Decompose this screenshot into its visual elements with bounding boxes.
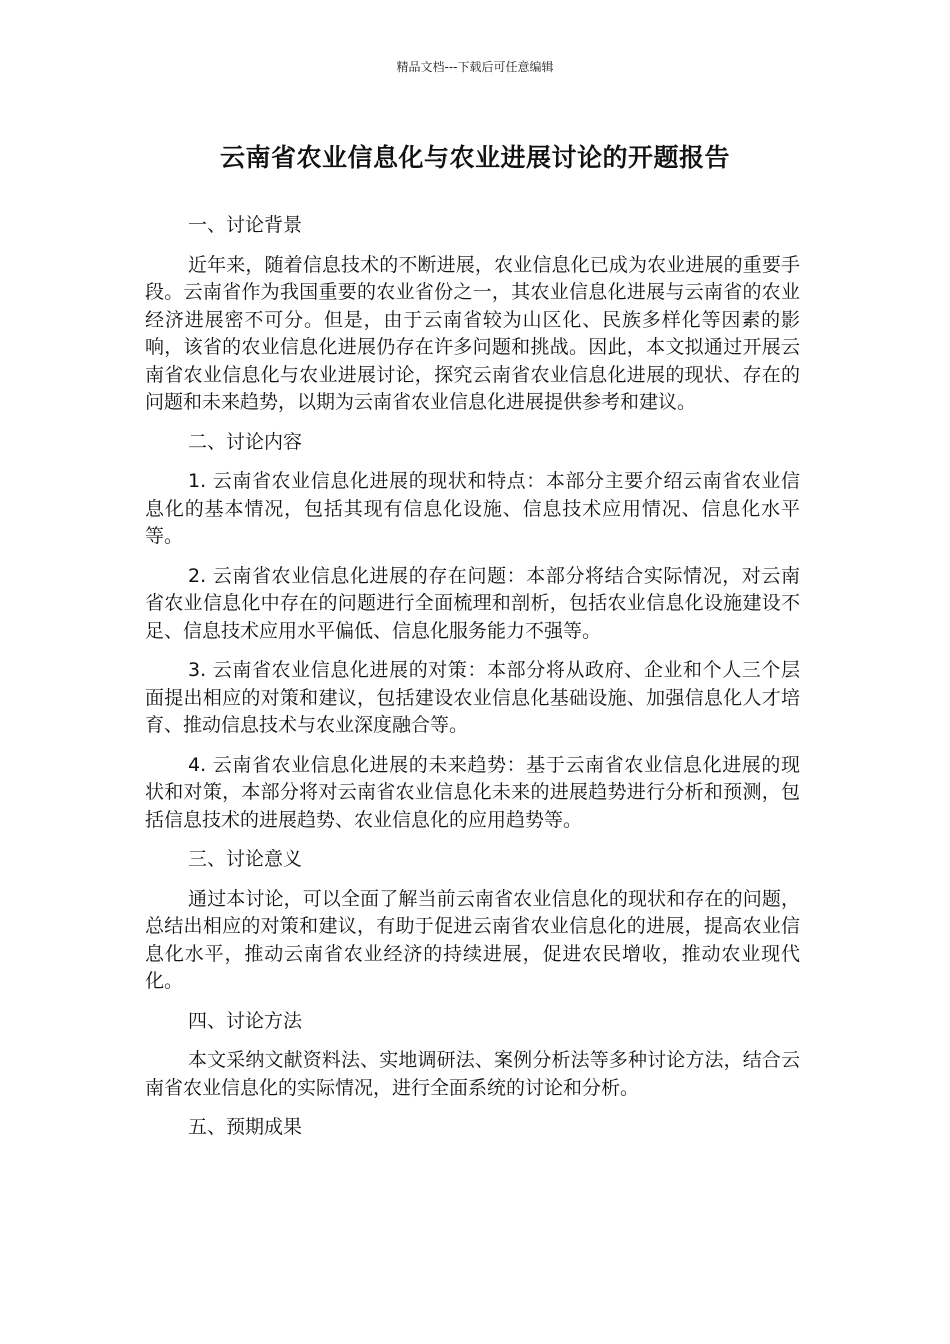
document-title: 云南省农业信息化与农业进展讨论的开题报告 xyxy=(219,143,730,172)
section-heading-background: 一、讨论背景 xyxy=(188,214,303,236)
paragraph-methods: 本文采纳文献资料法、实地调研法、案例分析法等多种讨论方法，结合云南省农业信息化的实际情况，进行全面系统的讨论和分析。 xyxy=(145,1049,800,1099)
paragraph-content-item-1: 1. 云南省农业信息化进展的现状和特点：本部分主要介绍云南省农业信息化的基本情况，包括其现有信息化设施、信息技术应用情况、信息化水平等。 xyxy=(145,470,800,547)
document-body xyxy=(145,212,800,1154)
section-heading-content: 二、讨论内容 xyxy=(188,430,303,453)
paragraph-content-item-4: 4. 云南省农业信息化进展的未来趋势：基于云南省农业信息化进展的现状和对策，本部分将对云南省农业信息化未来的进展趋势进行分析和预测，包括信息技术的进展趋势、农业信息化的应用趋势等。 xyxy=(145,753,800,831)
section-heading-significance: 三、讨论意义 xyxy=(188,848,303,870)
section-heading-methods: 四、讨论方法 xyxy=(188,1009,303,1032)
paragraph-significance: 通过本讨论，可以全面了解当前云南省农业信息化的现状和存在的问题，总结出相应的对策和建议，有助于促进云南省农业信息化的进展，提高农业信息化水平，推动云南省农业经济的持续进展，促进农民增收，推动农业现代化。 xyxy=(145,887,800,992)
paragraph-background: 近年来，随着信息技术的不断进展，农业信息化已成为农业进展的重要手段。云南省作为我国重要的农业省份之一，其农业信息化进展与云南省的农业经济进展密不可分。但是，由于云南省较为山区化、民族多样化等因素的影响，该省的农业信息化进展仍存在许多问题和挑战。因此，本文拟通过开展云南省农业信息化与农业进展讨论，探究云南省农业信息化进展的现状、存在的问题和未来趋势，以期为云南省农业信息化进展提供参考和建议。 xyxy=(145,253,800,413)
paragraph-content-item-2: 2. 云南省农业信息化进展的存在问题：本部分将结合实际情况，对云南省农业信息化中存在的问题进行全面梳理和剖析，包括农业信息化设施建设不足、信息技术应用水平偏低、信息化服务能力不强等。 xyxy=(145,564,800,642)
section-heading-expected-results: 五、预期成果 xyxy=(188,1116,303,1138)
header-note: 精品文档---下载后可任意编辑 xyxy=(396,60,554,74)
paragraph-content-item-3: 3. 云南省农业信息化进展的对策：本部分将从政府、企业和个人三个层面提出相应的对策和建议，包括建设农业信息化基础设施、加强信息化人才培育、推动信息技术与农业深度融合等。 xyxy=(145,659,800,736)
